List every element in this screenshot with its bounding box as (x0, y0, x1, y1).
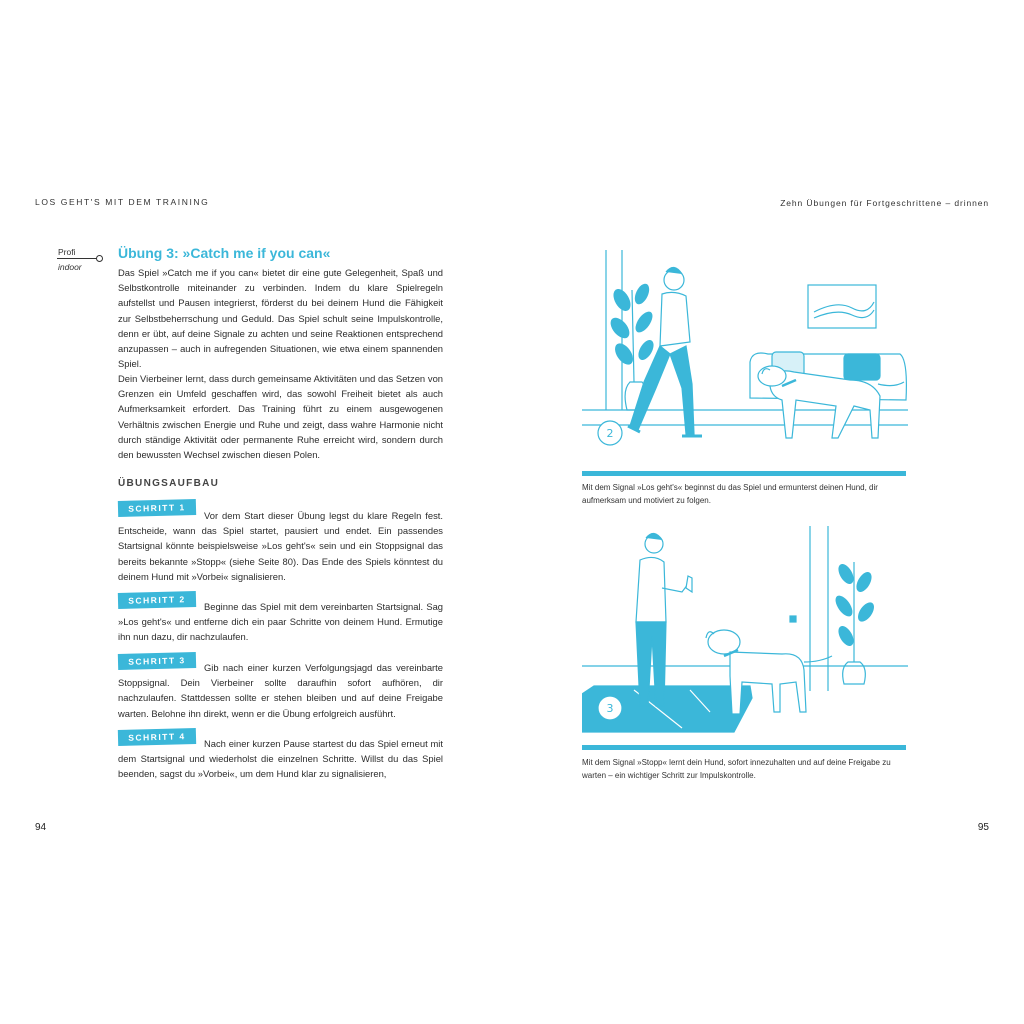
step-2-text: Beginne das Spiel mit dem vereinbarten Startsignal. Sag »Los geht's« und entferne dich ein paar Schritte von deinem Hund. Ermutige ihn nun dazu, dir nachzulaufen. (118, 601, 443, 643)
caption-2: Mit dem Signal »Los geht's« beginnst du das Spiel und ermunterst deinen Hund, dir aufmerksam und motiviert zu folgen. (582, 483, 878, 505)
illustration-3-number: 3 (606, 702, 614, 715)
level-sublabel: indoor (58, 262, 82, 272)
illustration-2-number: 2 (606, 427, 614, 440)
caption-rule-3 (582, 745, 906, 750)
step-4-text: Nach einer kurzen Pause startest du das Spiel erneut mit dem Startsignal und wiederholst die einzelnen Schritte. Willst du das Spiel beenden, sagst du »Vorbei«, um dem Hund klar zu signalisieren, (118, 738, 443, 780)
step-3-badge: SCHRITT 3 (118, 652, 196, 670)
level-label: Profi (58, 247, 76, 257)
running-head-left: LOS GEHT'S MIT DEM TRAINING (35, 197, 210, 207)
exercise-title: Übung 3: »Catch me if you can« (118, 245, 331, 261)
step-2-badge: SCHRITT 2 (118, 591, 196, 609)
step-4-badge: SCHRITT 4 (118, 728, 196, 746)
level-divider (57, 258, 97, 259)
level-marker-icon (96, 255, 103, 262)
illustration-walking (582, 250, 908, 460)
intro-paragraph-1: Das Spiel »Catch me if you can« bietet dir eine gute Gelegenheit, Spaß und Selbstkontrolle miteinander zu verbinden. Indem du klare Spielregeln aufstellst und Pausen integrierst, förderst du bei deinem Hund die Fähigkeit zur Selbstbeherrschung und Geduld. Das Spiel schult seine Impulskontrolle, denn er übt, auf deine Signale zu achten und seine Reaktionen entsprechend anzupassen – auch in aufregenden Situationen, wie etwa einem spannenden Spiel. (118, 267, 443, 370)
page-number-left: 94 (35, 822, 47, 833)
step-1-text: Vor dem Start dieser Übung legst du klare Regeln fest. Entscheide, wann das Spiel startet, pausiert und endet. Ein passendes Startsignal könnte beispielsweise »Los geht's« sein und ein Stoppsignal das bereits bekannte »Stopp« (siehe Seite 80). Das Ende des Spiels könntest du deinem Hund mit »Vorbei« signalisieren. (118, 510, 443, 582)
illustration-stop (582, 526, 908, 738)
running-head-right: Zehn Übungen für Fortgeschrittene – drinnen (780, 198, 989, 208)
step-1-badge: SCHRITT 1 (118, 499, 196, 517)
caption-rule-2 (582, 471, 906, 476)
caption-3: Mit dem Signal »Stopp« lernt dein Hund, sofort innezuhalten und auf deine Freigabe zu warten – ein wichtiger Schritt zur Impulskontrolle. (582, 758, 891, 780)
step-3-text: Gib nach einer kurzen Verfolgungsjagd das vereinbarte Stoppsignal. Dein Vierbeiner sollte daraufhin sofort aufhören, dir nachzulaufen. Stattdessen sollte er stehen bleiben und auf deine Freigabe warten. Belohne ihn direkt, wenn er die Übung erfolgreich ausführt. (118, 662, 443, 719)
section-heading: ÜBUNGSAUFBAU (118, 478, 220, 489)
page-number-right: 95 (977, 822, 989, 833)
intro-paragraph-2: Dein Vierbeiner lernt, dass durch gemeinsame Aktivitäten und das Setzen von Grenzen ein Umfeld geschaffen wird, das sowohl Freiheit bietet als auch Aufmerksamkeit erfordert. Das Training führt zu einem ausgewogenen Verhältnis zwischen Energie und Ruhe und zeigt, dass wahre Harmonie nicht durch ständige Aktivität oder permanente Ruhe erreicht wird, sondern durch den bewussten Wechsel zwischen diesen Polen. (118, 373, 443, 461)
